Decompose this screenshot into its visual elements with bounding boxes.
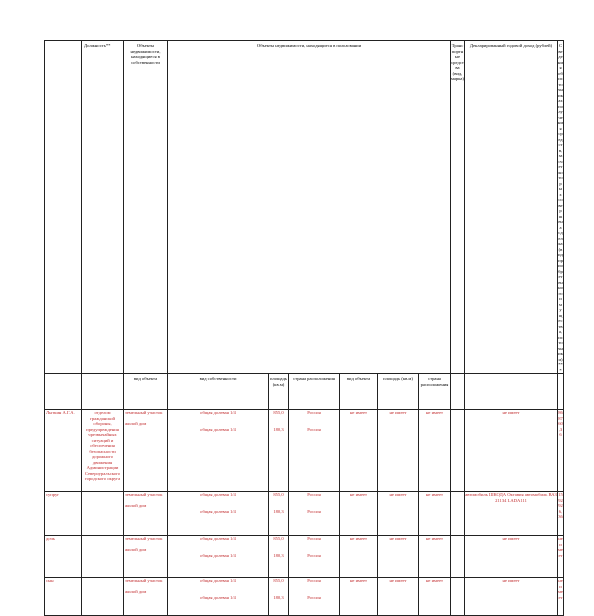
row-use-area: не имеет — [378, 536, 419, 578]
row-transport — [451, 536, 465, 578]
row-own-type: общая долевая 1/4 общая долевая 1/4 — [168, 578, 269, 616]
row-income: не имеет — [465, 578, 558, 616]
subheader-transport — [451, 374, 465, 410]
subheader-use-country: страна расположения — [419, 374, 451, 410]
row-sources: 868760,36 — [558, 410, 564, 492]
row-position: отделом гражданской обороны, предупреждения чрезвычайных ситуаций и обеспечения безопасности дорожного движения Администрации Североуральского городского округа — [82, 410, 124, 492]
row-name: супруг — [45, 492, 82, 536]
subheader-area: площадь (кв.м) — [269, 374, 289, 410]
row-area: 855,0 180,3 — [269, 410, 289, 492]
row-country: Россия Россия — [289, 492, 340, 536]
row-use-area: не имеет — [378, 492, 419, 536]
header-name — [45, 41, 82, 374]
row-sources: 1592926,36 — [558, 492, 564, 536]
table-row — [45, 578, 564, 616]
row-country: Россия Россия — [289, 410, 340, 492]
row-own-type: общая долевая 1/4 общая долевая 1/4 — [168, 410, 269, 492]
row-area: 855,0 180,3 — [269, 578, 289, 616]
row-use-country: не имеет — [419, 536, 451, 578]
row-obj-type: земельный участок жилой дом — [124, 578, 168, 616]
row-sources: не имеет — [558, 578, 564, 616]
table-row — [45, 410, 564, 492]
subheader-use-area: площадь (кв.м) — [378, 374, 419, 410]
declaration-table — [44, 40, 564, 616]
row-position — [82, 578, 124, 616]
row-sources: не имеет — [558, 536, 564, 578]
row-use-type: не имеет — [340, 578, 378, 616]
header-objects-owned: Объекты недвижимости, находящиеся в собственности — [124, 41, 168, 374]
row-country: Россия Россия — [289, 536, 340, 578]
row-use-country: не имеет — [419, 492, 451, 536]
row-income: не имеет — [465, 536, 558, 578]
header-sources: Сведения об источниках получения средств, за счет которых совершена сделка (вид приобретенного имущества, источники)*** — [558, 41, 564, 374]
header-position: Должность** — [82, 41, 124, 374]
row-use-type: не имеет — [340, 492, 378, 536]
header-income: Декларированный годовой доход (рублей) — [465, 41, 558, 374]
row-country: Россия Россия — [289, 578, 340, 616]
row-obj-type: земельный участок жилой дом — [124, 492, 168, 536]
table-row — [45, 492, 564, 536]
subheader-use-type: вид объекта — [340, 374, 378, 410]
row-use-area: не имеет — [378, 410, 419, 492]
row-transport — [451, 578, 465, 616]
subheader-own-type: вид собственности — [168, 374, 269, 410]
row-own-type: общая долевая 1/4 общая долевая 1/4 — [168, 492, 269, 536]
row-own-type: общая долевая 1/4 общая долевая 1/4 — [168, 536, 269, 578]
row-transport — [451, 492, 465, 536]
subheader-obj-type: вид объекта — [124, 374, 168, 410]
row-income: автомобиль ШКОДА Октавия автомобиль ВАЗ 21134 LADA111 — [465, 492, 558, 536]
header-name-sub — [45, 374, 82, 410]
row-income: не имеет — [465, 410, 558, 492]
row-use-country: не имеет — [419, 578, 451, 616]
header-transport: Транспортные средства (вид, марка) — [451, 41, 465, 374]
row-use-type: не имеет — [340, 410, 378, 492]
row-use-area: не имеет — [378, 578, 419, 616]
subheader-country: страна расположения — [289, 374, 340, 410]
header-position-sub — [82, 374, 124, 410]
header-objects-in-use: Объекты недвижимости, находящиеся в пользовании — [168, 41, 451, 374]
subheader-income — [465, 374, 558, 410]
row-area: 855,0 180,3 — [269, 536, 289, 578]
row-name: дочь — [45, 536, 82, 578]
row-obj-type: земельный участок жилой дом — [124, 410, 168, 492]
row-name: Лыткин А.Г.А. — [45, 410, 82, 492]
row-position — [82, 492, 124, 536]
subheader-sources — [558, 374, 564, 410]
row-use-type: не имеет — [340, 536, 378, 578]
row-position — [82, 536, 124, 578]
row-name: сын — [45, 578, 82, 616]
row-obj-type: земельный участок жилой дом — [124, 536, 168, 578]
row-transport — [451, 410, 465, 492]
row-use-country: не имеет — [419, 410, 451, 492]
table-row — [45, 536, 564, 578]
row-area: 855,0 180,3 — [269, 492, 289, 536]
